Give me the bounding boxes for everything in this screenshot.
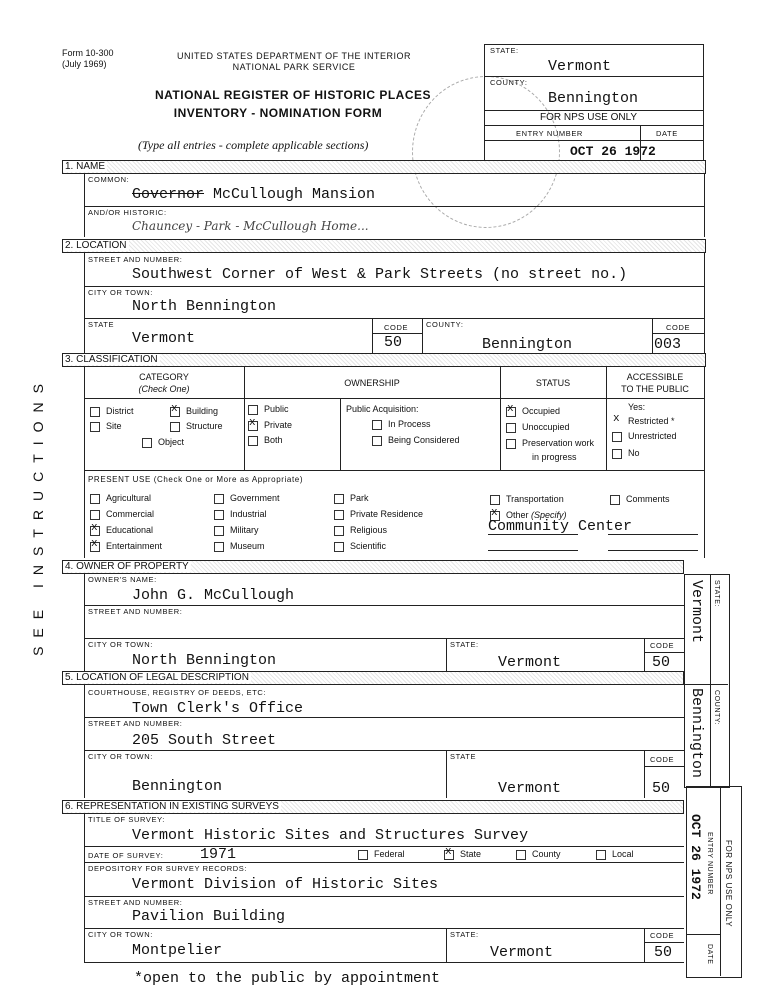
owner-state: Vermont [498,654,562,671]
survey-code: 50 [654,944,673,961]
category-site[interactable]: Site [90,421,122,432]
survey-state-label: STATE: [450,930,479,939]
service: NATIONAL PARK SERVICE [232,62,356,72]
side-entry-label: ENTRY NUMBER [706,832,713,895]
category-building[interactable]: x Building [170,406,218,417]
use-museum[interactable]: Museum [214,541,265,552]
use-religious[interactable]: Religious [334,525,387,536]
use-military[interactable]: Military [214,525,259,536]
section-1-name [62,160,706,174]
status-in-progress: in progress [532,452,577,462]
location-state: Vermont [132,330,196,347]
county-label: COUNTY: [490,78,528,87]
legal-state-label: STATE [450,752,477,761]
category-object[interactable]: Object [142,437,184,448]
use-transportation[interactable]: Transportation [490,494,564,505]
depository: Vermont Division of Historic Sites [132,876,439,893]
side-state: Vermont [688,580,705,644]
depository-label: DEPOSITORY FOR SURVEY RECORDS: [88,864,248,873]
legal-street-label: STREET AND NUMBER: [88,719,183,728]
access-unrestricted[interactable]: Unrestricted [612,431,677,442]
ownership-header: OWNERSHIP [344,378,400,388]
survey-county[interactable]: County [516,849,561,860]
form-title-2: INVENTORY - NOMINATION FORM [173,106,383,120]
use-comments[interactable]: Comments [610,494,670,505]
owner-city-label: CITY OR TOWN: [88,640,153,649]
section-heading: 1. NAME [65,161,106,172]
use-other[interactable]: xOther (Specify) [490,510,567,521]
form-title-1: NATIONAL REGISTER OF HISTORIC PLACES [154,88,432,102]
use-entertainment[interactable]: xEntertainment [90,541,162,552]
access-no[interactable]: No [612,448,640,459]
use-other-value: Community Center [488,518,633,535]
common-name: McCullough Mansion [213,186,376,203]
status-occupied[interactable]: xOccupied [506,406,560,417]
category-structure[interactable]: Structure [170,421,223,432]
owner-street-label: STREET AND NUMBER: [88,607,183,616]
legal-city-label: CITY OR TOWN: [88,752,153,761]
acq-in-process[interactable]: In Process [372,419,431,430]
form-id: Form 10-300 [62,48,114,58]
use-park[interactable]: Park [334,493,369,504]
courthouse-label: COURTHOUSE, REGISTRY OF DEEDS, ETC: [88,688,267,697]
footnote: *open to the public by appointment [134,970,441,987]
accessible-header: ACCESSIBLE [626,372,684,382]
side-county: Bennington [688,688,705,779]
use-industrial[interactable]: Industrial [214,509,267,520]
survey-code-label: CODE [650,931,675,940]
legal-state: Vermont [498,780,562,797]
instruction: (Type all entries - complete applicable sections) [138,138,369,152]
survey-city-label: CITY OR TOWN: [88,930,153,939]
owner-city: North Bennington [132,652,277,669]
entry-number-label: ENTRY NUMBER [516,129,583,138]
check-one: (Check One) [138,384,190,394]
survey-federal[interactable]: Federal [358,849,405,860]
status-preservation[interactable]: Preservation work [506,438,594,449]
side-county-label: COUNTY: [713,690,720,726]
survey-date: 1971 [200,846,237,863]
location-street: Southwest Corner of West & Park Streets (no street no.) [132,266,628,283]
department: UNITED STATES DEPARTMENT OF THE INTERIOR [176,51,412,61]
side-nps-label: FOR NPS USE ONLY [724,840,733,928]
section-6-surveys: 6. REPRESENTATION IN EXISTING SURVEYS [62,800,684,814]
side-date-label: DATE [706,944,713,965]
nps-use-only: FOR NPS USE ONLY [540,112,638,123]
legal-code: 50 [652,780,671,797]
header-county: Bennington [548,90,639,107]
section-3-classification: 3. CLASSIFICATION [62,353,706,367]
courthouse: Town Clerk's Office [132,700,304,717]
public-acquisition-label: Public Acquisition: [346,404,419,414]
status-header: STATUS [535,378,571,388]
location-state-code: 50 [384,334,403,351]
use-educational[interactable]: xEducational [90,525,153,536]
code-label: CODE [384,323,409,332]
owner-code-label: CODE [650,641,675,650]
section-5-legal: 5. LOCATION OF LEGAL DESCRIPTION [62,671,684,685]
entry-date-stamp: OCT 26 1972 [570,144,656,159]
common-strike: Governor [132,186,205,203]
side-state-label: STATE: [713,580,720,608]
section-2-location: 2. LOCATION [62,239,706,253]
survey-title: Vermont Historic Sites and Structures Survey [132,827,529,844]
survey-state[interactable]: x State [444,849,481,860]
access-yes: Yes: [628,402,646,412]
ownership-both[interactable]: Both [248,435,283,446]
legal-street: 205 South Street [132,732,277,749]
location-county: Bennington [482,336,573,353]
location-county-code: 003 [654,336,682,353]
side-entry-stamp: OCT 26 1972 [688,814,703,900]
historic-name-handwritten: Chauncey - Park - McCullough Home... [132,219,369,233]
legal-code-label: CODE [650,755,675,764]
header-state: Vermont [548,58,612,75]
use-commercial[interactable]: Commercial [90,509,154,520]
see-instructions: SEE INSTRUCTIONS [30,375,46,656]
to-public-header: TO THE PUBLIC [621,384,689,394]
survey-street: Pavilion Building [132,908,286,925]
date-label: DATE [656,129,678,138]
use-agricultural[interactable]: Agricultural [90,493,151,504]
form-date: (July 1969) [62,59,107,69]
location-city: North Bennington [132,298,277,315]
category-header: CATEGORY [139,372,189,382]
status-unoccupied[interactable]: Unoccupied [506,422,570,433]
ownership-public[interactable]: Public [248,404,289,415]
survey-title-label: TITLE OF SURVEY: [88,815,165,824]
use-private-residence[interactable]: Private Residence [334,509,423,520]
section-4-owner: 4. OWNER OF PROPERTY [62,560,684,574]
acq-being-considered[interactable]: Being Considered [372,435,460,446]
county-code-label: CODE [666,323,691,332]
owner-name: John G. McCullough [132,587,295,604]
use-government[interactable]: Government [214,493,280,504]
survey-city: Montpelier [132,942,223,959]
survey-state-value: Vermont [490,944,554,961]
legal-city: Bennington [132,778,223,795]
historic-label: AND/OR HISTORIC: [88,208,167,217]
ownership-private[interactable]: xPrivate [248,420,292,431]
access-restricted[interactable]: xRestricted * [612,416,675,427]
owner-name-label: OWNER'S NAME: [88,575,157,584]
common-label: COMMON: [88,175,130,184]
category-district[interactable]: District [90,406,134,417]
street-label: STREET AND NUMBER: [88,255,183,264]
present-use-label: PRESENT USE (Check One or More as Appropriate) [88,475,304,484]
owner-state-label: STATE: [450,640,479,649]
owner-code: 50 [652,654,671,671]
survey-date-label: DATE OF SURVEY: [88,851,164,860]
county-label: COUNTY: [426,320,464,329]
survey-street-label: STREET AND NUMBER: [88,898,183,907]
city-label: CITY OR TOWN: [88,288,153,297]
survey-local[interactable]: Local [596,849,634,860]
state-label: STATE [88,320,115,329]
use-scientific[interactable]: Scientific [334,541,386,552]
state-label: STATE: [490,46,519,55]
